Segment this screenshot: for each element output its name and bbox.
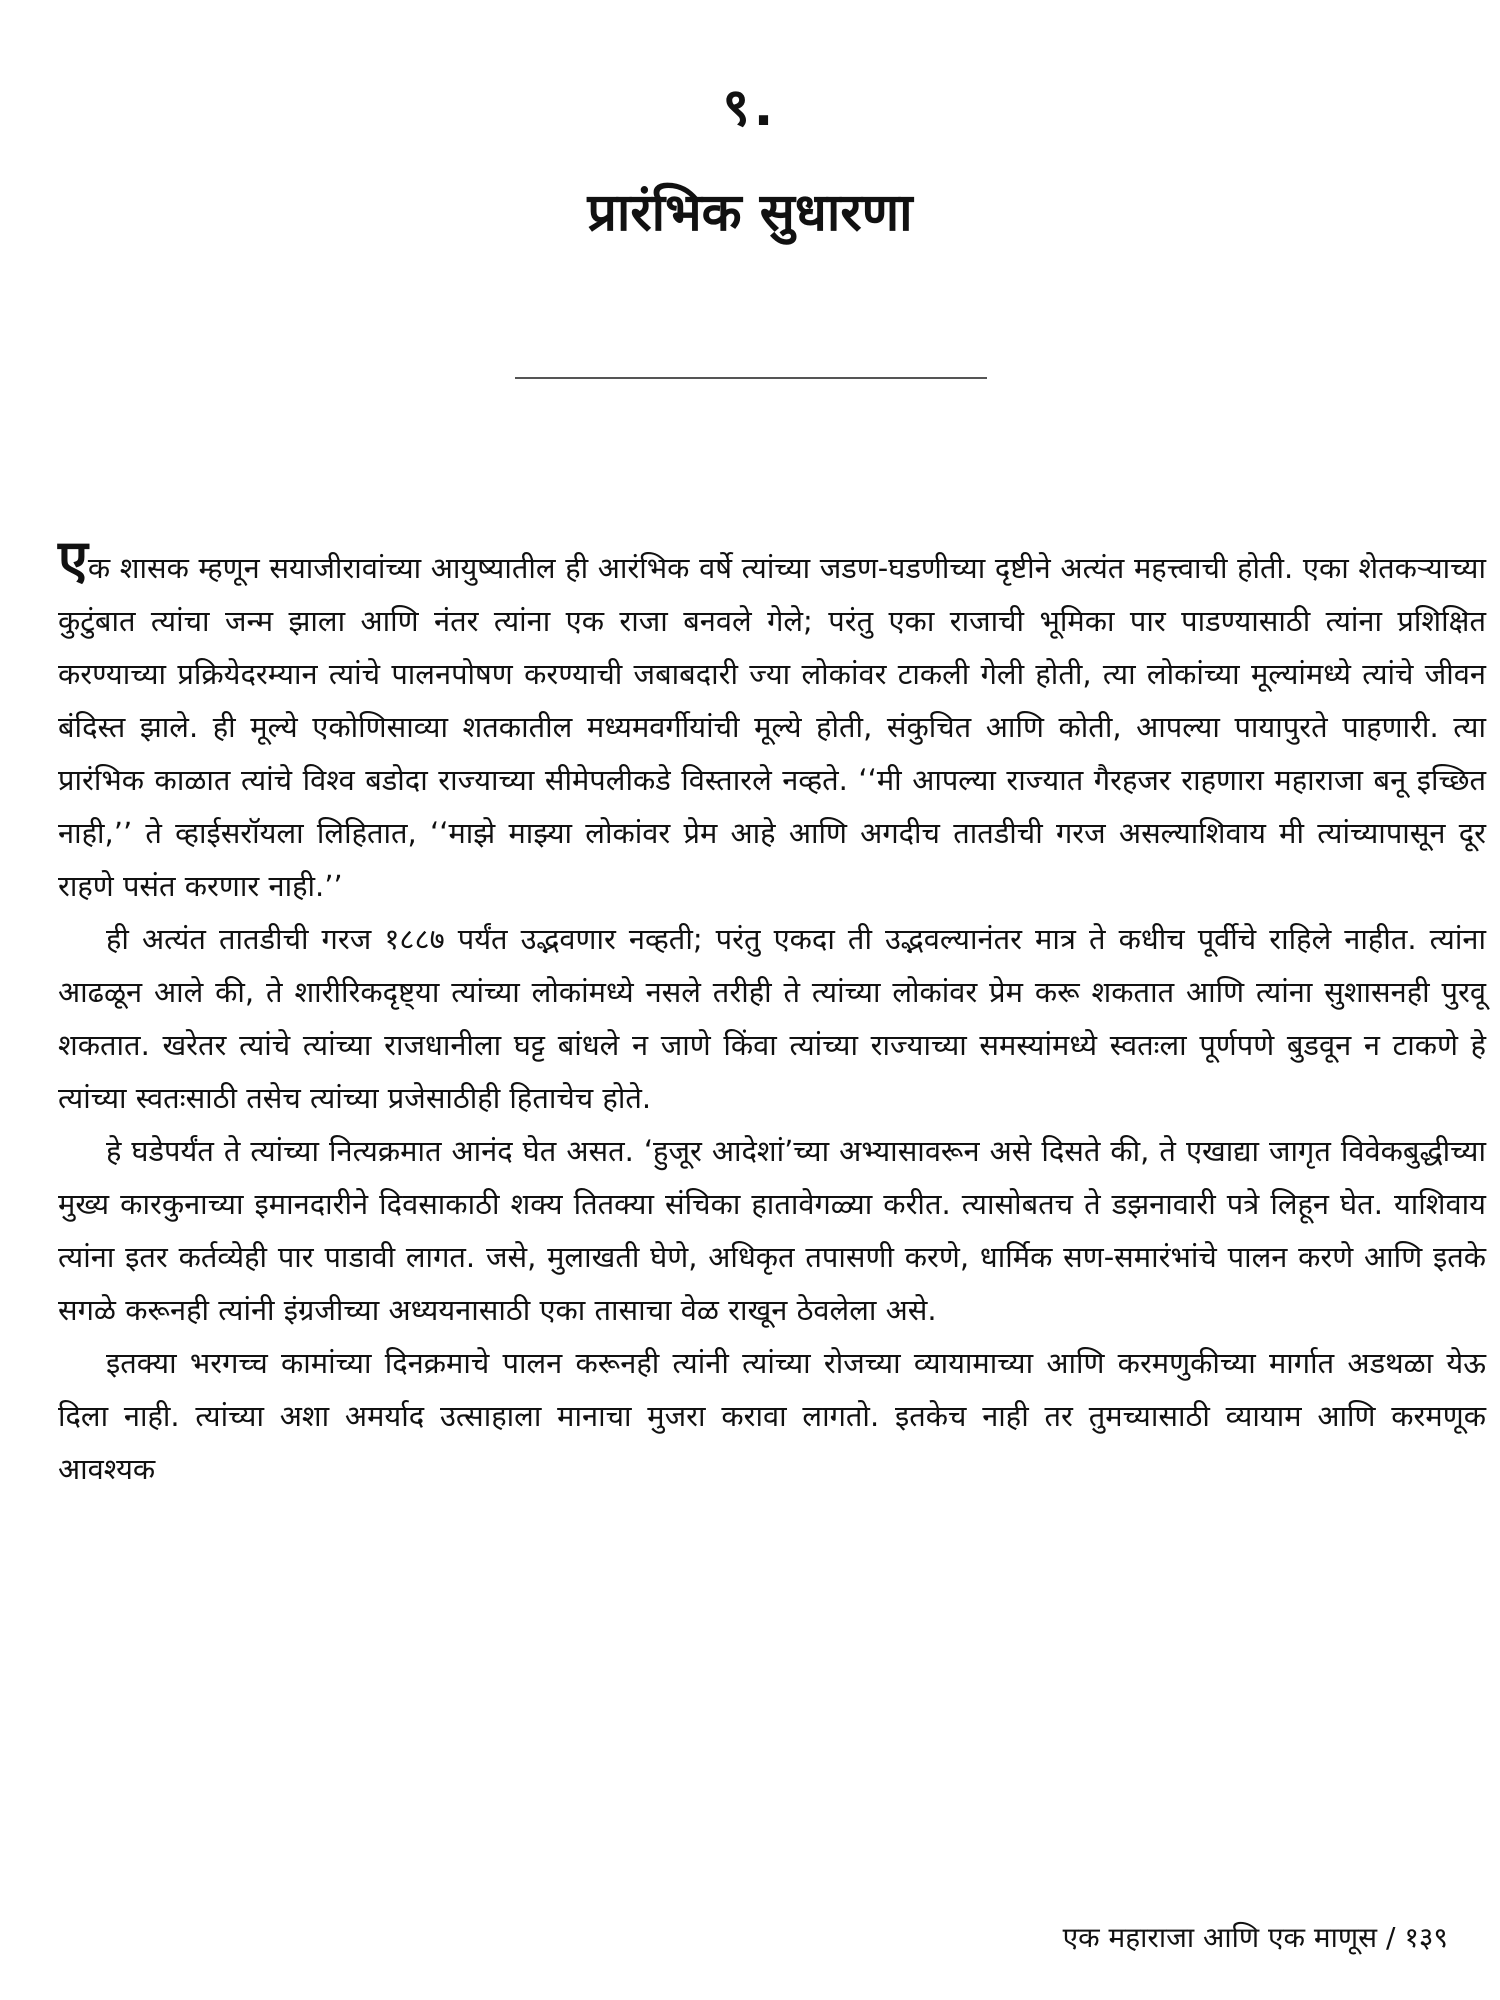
- chapter-number: ९.: [722, 78, 778, 138]
- chapter-title: प्रारंभिक सुधारणा: [587, 183, 913, 243]
- paragraph-2: ही अत्यंत तातडीची गरज १८८७ पर्यंत उद्भवणार नव्हती; परंतु एकदा ती उद्भवल्यानंतर मात्र ते कधीच पूर्वीचे राहिले नाहीत. त्यांना आढळून आले की, ते शारीरिकदृष्ट्या त्यांच्या लोकांमध्ये नसले तरीही ते त्यांच्या लोकांवर प्रेम करू शकतात आणि त्यांना सुशासनही पुरवू शकतात. खरेतर त्यांचे त्यांच्या राजधानीला घट्ट बांधले न जाणे किंवा त्यांच्या राज्याच्या समस्यांमध्ये स्वतःला पूर्णपणे बुडवून न टाकणे हे त्यांच्या स्वतःसाठी तसेच त्यांच्या प्रजेसाठीही हिताचेच होते.: [58, 922, 1486, 1115]
- page-number: १३९: [1404, 1921, 1448, 1954]
- drop-cap: ए: [58, 528, 88, 591]
- footer-separator: /: [1377, 1921, 1405, 1954]
- title-divider: [515, 377, 987, 379]
- paragraph-3: हे घडेपर्यंत ते त्यांच्या नित्यक्रमात आनंद घेत असत. ‘हुजूर आदेशां’च्या अभ्यासावरून असे दिसते की, ते एखाद्या जागृत विवेकबुद्धीच्या मुख्य कारकुनाच्या इमानदारीने दिवसाकाठी शक्य तितक्या संचिका हातावेगळ्या करीत. त्यासोबतच ते डझनावारी पत्रे लिहून घेत. याशिवाय त्यांना इतर कर्तव्येही पार पाडावी लागत. जसे, मुलाखती घेणे, अधिकृत तपासणी करणे, धार्मिक सण-समारंभांचे पालन करणे आणि इतके सगळे करूनही त्यांनी इंग्रजीच्या अध्ययनासाठी एका तासाचा वेळ राखून ठेवलेला असे.: [58, 1134, 1486, 1327]
- footer-book-title: एक महाराजा आणि एक माणूस: [1062, 1921, 1378, 1954]
- paragraph-1: [58, 528, 1486, 913]
- chapter-body: [58, 528, 1486, 1496]
- paragraph-1-text: क शासक म्हणून सयाजीरावांच्या आयुष्यातील ही आरंभिक वर्षे त्यांच्या जडण-घडणीच्या दृष्टीने अत्यंत महत्त्वाची होती. एका शेतकऱ्याच्या कुटुंबात त्यांचा जन्म झाला आणि नंतर त्यांना एक राजा बनवले गेले; परंतु एका राजाची भूमिका पार पाडण्यासाठी त्यांना प्रशिक्षित करण्याच्या प्रक्रियेदरम्यान त्यांचे पालनपोषण करण्याची जबाबदारी ज्या लोकांवर टाकली गेली होती, त्या लोकांच्या मूल्यांमध्ये त्यांचे जीवन बंदिस्त झाले. ही मूल्ये एकोणिसाव्या शतकातील मध्यमवर्गीयांची मूल्ये होती, संकुचित आणि कोती, आपल्या पायापुरते पाहणारी. त्या प्रारंभिक काळात त्यांचे विश्व बडोदा राज्याच्या सीमेपलीकडे विस्तारले नव्हते. ‘‘मी आपल्या राज्यात गैरहजर राहणारा महाराजा बनू इच्छित नाही,’’ ते व्हाईसरॉयला लिहितात, ‘‘माझे माझ्या लोकांवर प्रेम आहे आणि अगदीच तातडीची गरज असल्याशिवाय मी त्यांच्यापासून दूर राहणे पसंत करणार नाही.’’: [58, 551, 1486, 903]
- page-footer: [1063, 1918, 1448, 1956]
- paragraph-4: इतक्या भरगच्च कामांच्या दिनक्रमाचे पालन करूनही त्यांनी त्यांच्या रोजच्या व्यायामाच्या आणि करमणुकीच्या मार्गात अडथळा येऊ दिला नाही. त्यांच्या अशा अमर्याद उत्साहाला मानाचा मुजरा करावा लागतो. इतकेच नाही तर तुमच्यासाठी व्यायाम आणि करमणूक आवश्यक: [58, 1346, 1486, 1486]
